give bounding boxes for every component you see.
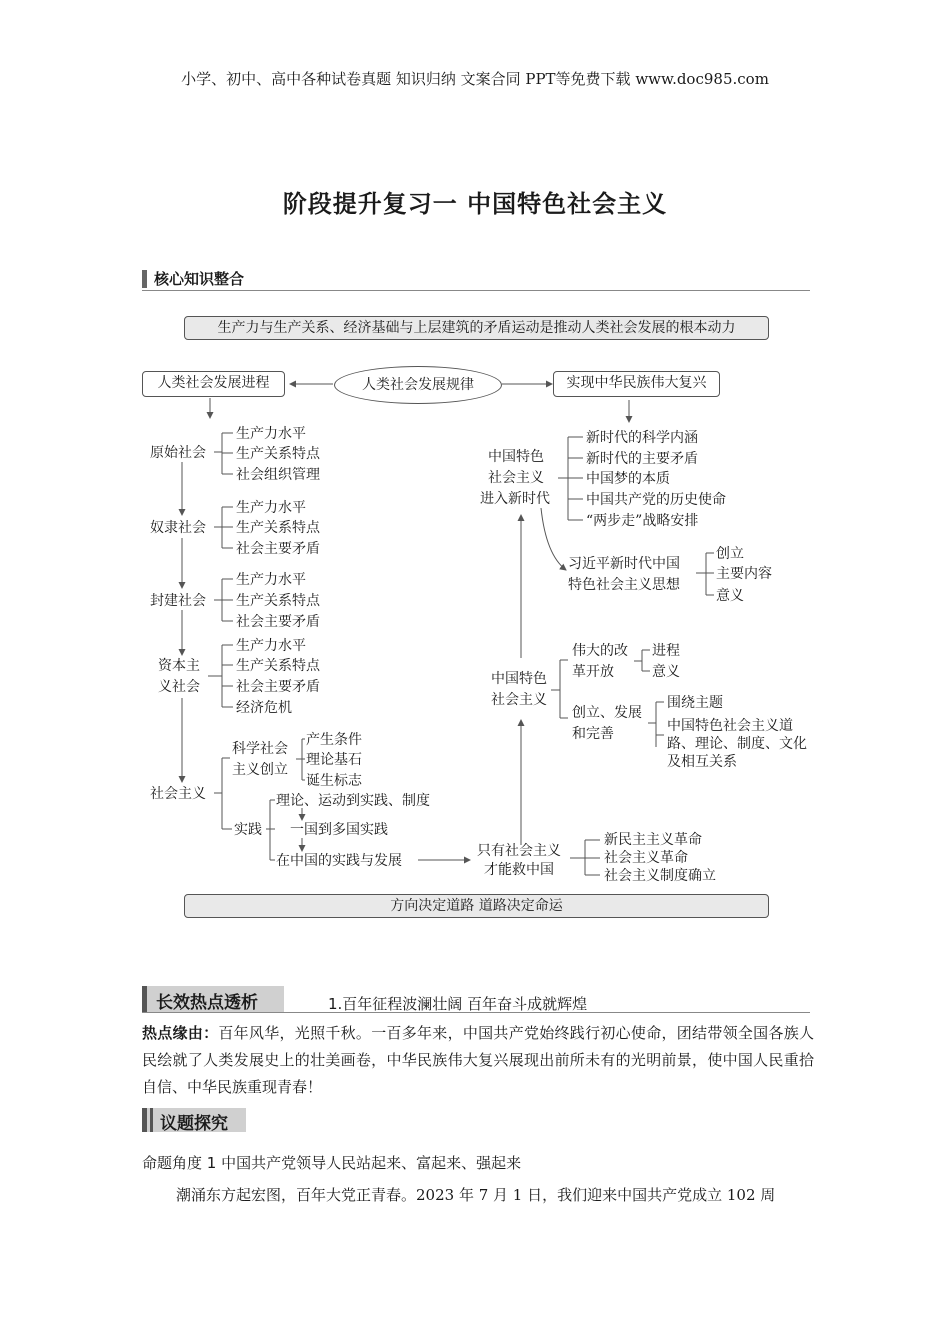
revolution-item: 社会主义革命 xyxy=(604,850,688,866)
reform-item: 意义 xyxy=(652,664,680,680)
new-era-label: 中国特色 xyxy=(488,449,544,465)
revolution-item: 新民主主义革命 xyxy=(604,832,702,848)
creation-item: 产生条件 xyxy=(306,732,362,748)
develop-item: 围绕主题 xyxy=(667,695,723,711)
section-core-label: 核心知识整合 xyxy=(154,270,245,288)
creation-item: 理论基石 xyxy=(306,752,362,768)
develop-item: 中国特色社会主义道 xyxy=(667,718,793,734)
practice-item: 一国到多国实践 xyxy=(290,822,388,838)
new-era-item: 新时代的科学内涵 xyxy=(586,430,698,446)
hot-topic-title: 1.百年征程波澜壮阔 百年奋斗成就辉煌 xyxy=(328,995,588,1013)
only-socialism: 只有社会主义 xyxy=(477,843,561,859)
practice-item: 理论、运动到实践、制度 xyxy=(276,793,430,809)
society-item: 生产关系特点 xyxy=(236,520,320,536)
hot-cause-text: 百年风华，光照千秋。一百多年来，中国共产党始终践行初心使命，团结带领全国各族人民绘就了人类发展史上的壮美画卷，中华民族伟大复兴展现出前所未有的光明前景，使中国人民重拾自信、中华民族重现青春！ xyxy=(142,1024,814,1096)
develop-label: 创立、发展 xyxy=(572,705,642,721)
diagram-top-box: 生产力与生产关系、经济基础与上层建筑的矛盾运动是推动人类社会发展的根本动力 xyxy=(184,316,769,340)
diagram-right-box: 实现中华民族伟大复兴 xyxy=(553,371,720,397)
discuss-bar-2 xyxy=(150,1108,153,1132)
society-name: 资本主 xyxy=(158,658,200,674)
society-name: 封建社会 xyxy=(150,593,206,609)
question-angle: 命题角度 1 中国共产党领导人民站起来、富起来、强起来 xyxy=(142,1154,522,1172)
reform-item: 进程 xyxy=(652,643,680,659)
creation-item: 诞生标志 xyxy=(306,773,362,789)
socialism-creation: 科学社会 xyxy=(232,741,288,757)
xi-item: 创立 xyxy=(716,546,744,562)
discuss-section-text: 议题探究 xyxy=(160,1114,228,1134)
diagram-left-box: 人类社会发展进程 xyxy=(142,371,285,397)
xi-thought-label: 特色社会主义思想 xyxy=(568,577,680,593)
only-socialism: 才能救中国 xyxy=(484,862,554,878)
develop-label: 和完善 xyxy=(572,726,614,742)
practice-item: 在中国的实践与发展 xyxy=(276,853,402,869)
diagram-center-ellipse: 人类社会发展规律 xyxy=(334,366,502,404)
socialism-practice: 实践 xyxy=(234,822,262,838)
new-era-item: 新时代的主要矛盾 xyxy=(586,451,698,467)
discuss-bar xyxy=(142,1108,147,1132)
diagram-bottom-box: 方向决定道路 道路决定命运 xyxy=(184,894,769,918)
page-title: 阶段提升复习一 中国特色社会主义 xyxy=(282,190,668,218)
xi-item: 意义 xyxy=(716,588,744,604)
society-item: 生产关系特点 xyxy=(236,593,320,609)
new-era-item: 中国梦的本质 xyxy=(586,471,670,487)
reform-label: 革开放 xyxy=(572,664,614,680)
new-era-label: 进入新时代 xyxy=(480,491,550,507)
csc-label: 中国特色 xyxy=(491,671,547,687)
new-era-item: “两步走”战略安排 xyxy=(586,513,699,529)
hot-cause-paragraph xyxy=(142,1020,814,1101)
new-era-label: 社会主义 xyxy=(488,470,544,486)
hot-cause-label: 热点缘由： xyxy=(142,1024,219,1042)
page-header: 小学、初中、高中各种试卷真题 知识归纳 文案合同 PPT等免费下载 www.doc985.com xyxy=(181,70,769,88)
xi-thought-label: 习近平新时代中国 xyxy=(568,556,680,572)
hot-section-bar xyxy=(142,986,147,1012)
society-item: 经济危机 xyxy=(236,700,292,716)
develop-item: 路、理论、制度、文化 xyxy=(667,736,807,752)
hot-divider xyxy=(142,1012,810,1013)
reform-label: 伟大的改 xyxy=(572,643,628,659)
society-item: 生产关系特点 xyxy=(236,658,320,674)
society-item: 生产力水平 xyxy=(236,500,306,516)
hot-section-text: 长效热点透析 xyxy=(156,993,258,1013)
society-name: 原始社会 xyxy=(150,445,206,461)
society-item: 社会主要矛盾 xyxy=(236,679,320,695)
society-item: 社会主要矛盾 xyxy=(236,614,320,630)
society-item: 生产力水平 xyxy=(236,638,306,654)
discuss-section-label xyxy=(142,1108,246,1132)
new-era-item: 中国共产党的历史使命 xyxy=(586,492,726,508)
revolution-item: 社会主义制度确立 xyxy=(604,868,716,884)
csc-label: 社会主义 xyxy=(491,692,547,708)
socialism-creation: 主义创立 xyxy=(232,762,288,778)
society-item: 社会组织管理 xyxy=(236,467,320,483)
society-item: 社会主要矛盾 xyxy=(236,541,320,557)
society-item: 生产力水平 xyxy=(236,572,306,588)
socialism-name: 社会主义 xyxy=(150,786,206,802)
society-name: 奴隶社会 xyxy=(150,520,206,536)
xi-item: 主要内容 xyxy=(716,566,772,582)
body-text-line: 潮涌东方起宏图，百年大党正青春。2023 年 7 月 1 日，我们迎来中国共产党成立 102 周 xyxy=(176,1186,776,1204)
society-item: 生产关系特点 xyxy=(236,446,320,462)
hot-section-label xyxy=(142,986,284,1012)
society-name: 义社会 xyxy=(158,679,200,695)
develop-item: 及相互关系 xyxy=(667,754,737,770)
society-item: 生产力水平 xyxy=(236,426,306,442)
